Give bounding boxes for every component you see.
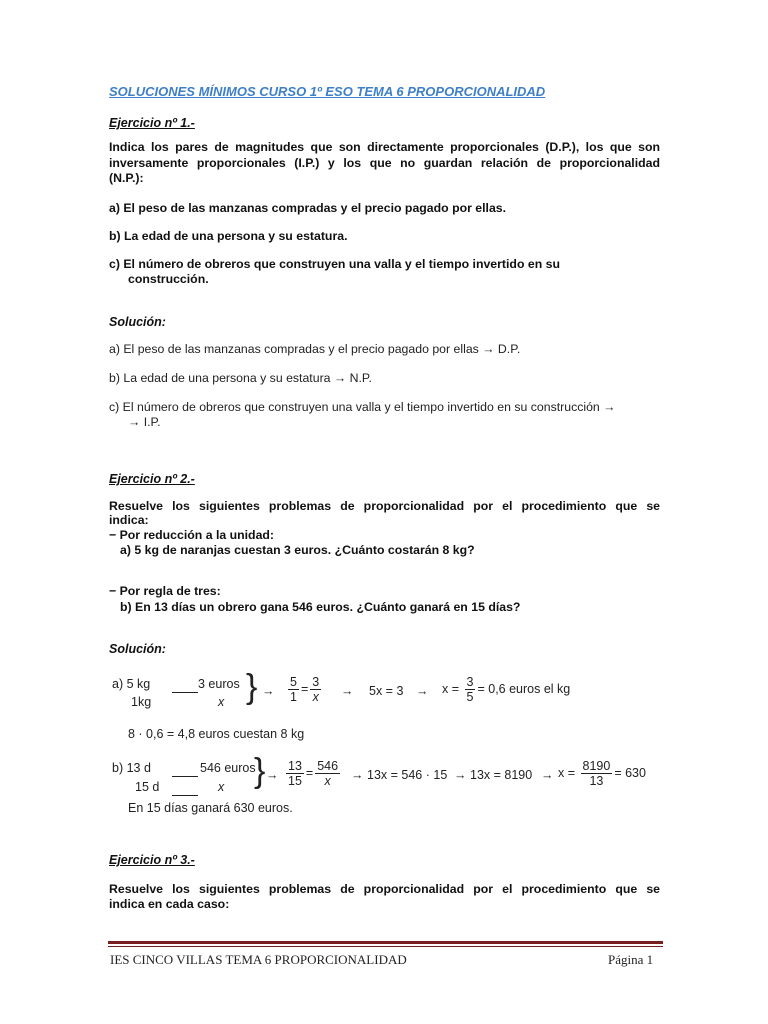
exercise-1-solution-label: Solución:: [109, 315, 166, 329]
exercise-3-heading: Ejercicio nº 3.-: [109, 853, 195, 867]
exercise-2-problem-a: a) 5 kg de naranjas cuestan 3 euros. ¿Cuánto costarán 8 kg?: [120, 543, 475, 557]
sol-b-proportion: [284, 759, 342, 788]
sol-b-row2-value: [218, 780, 224, 794]
sol-a-fraction-2-num: 3: [312, 675, 320, 689]
sol-a-row2-value: [218, 695, 224, 709]
exercise-1-statement-line-1: Indica los pares de magnitudes que son directamente proporcionales (D.P.), los que son: [109, 140, 660, 154]
sol-a-fraction-2: [310, 675, 321, 704]
sol-a-result-text: = 0,6 euros el kg: [477, 681, 571, 696]
sol-b-fraction-2-den-x: x: [324, 774, 331, 788]
sol-b-fraction-3-num: 8190: [582, 759, 611, 773]
sol-a-fraction-2-den: [311, 690, 321, 704]
exercise-3-statement-line-1: Resuelve los siguientes problemas de proporcionalidad por el procedimiento que se: [109, 882, 660, 896]
exercise-1-item-c-line-1: c) El número de obreros que construyen una valla y el tiempo invertido en su: [109, 257, 560, 271]
sol-b-row2-label: 15 d: [135, 780, 160, 794]
sol-b-arrow-1: →: [266, 768, 279, 782]
sol-b-arrow-2: →: [351, 768, 364, 782]
sol-b-fraction-2-num: 546: [317, 759, 339, 773]
exercise-1-solution-c-line-2: → I.P.: [128, 415, 161, 429]
sol-b-fraction-3: [581, 759, 613, 788]
exercise-1-item-c-line-2: construcción.: [128, 272, 209, 286]
sol-b-fraction-1-den: 15: [288, 774, 302, 788]
sol-b-fraction-2: [315, 759, 340, 788]
sol-a-row1-value: 3 euros: [198, 677, 240, 691]
sol-a-fraction-3-num: 3: [466, 675, 474, 689]
exercise-2-method-2: − Por regla de tres:: [109, 584, 221, 598]
sol-a-brace: }: [246, 668, 258, 706]
sol-b-result: [558, 759, 646, 788]
sol-b-arrow-3: →: [454, 768, 467, 782]
sol-b-step2: 13x = 546 · 15: [367, 768, 448, 782]
sol-a-fraction-3: [465, 675, 476, 704]
exercise-1-heading: Ejercicio nº 1.-: [109, 116, 195, 130]
sol-a-row1-label: a) 5 kg: [112, 677, 151, 691]
sol-a-arrow-3: →: [416, 684, 429, 698]
sol-b-row1-value: 546 euros: [200, 761, 256, 775]
document-title: SOLUCIONES MÍNIMOS CURSO 1º ESO TEMA 6 PROPORCIONALIDAD: [109, 84, 546, 99]
sol-a-fraction-1: [288, 675, 299, 704]
sol-a-result: [442, 675, 570, 704]
sol-a-proportion: [286, 675, 323, 704]
exercise-1-statement-line-3: (N.P.):: [109, 171, 144, 185]
sol-a-arrow-1: →: [262, 684, 275, 698]
exercise-2-statement-line-1: Resuelve los siguientes problemas de proporcionalidad por el procedimiento que se: [109, 499, 660, 513]
exercise-2-heading: Ejercicio nº 2.-: [109, 472, 195, 486]
sol-b-conclusion: En 15 días ganará 630 euros.: [128, 801, 293, 815]
sol-a-row2-label: 1kg: [131, 695, 152, 709]
exercise-1-statement-line-2: inversamente proporcionales (I.P.) y los que no guardan relación de proporcionalidad: [109, 156, 660, 170]
exercise-2-method-1: − Por reducción a la unidad:: [109, 528, 275, 542]
sol-b-fraction-1: [286, 759, 304, 788]
exercise-1-solution-a: a) El peso de las manzanas compradas y el precio pagado por ellas → D.P.: [109, 342, 521, 356]
exercise-3-statement-line-2: indica en cada caso:: [109, 897, 230, 911]
sol-b-result-text: = 630: [614, 765, 646, 780]
footer-rule-thick: [108, 941, 663, 944]
sol-b-brace: }: [254, 752, 266, 790]
sol-a-fraction-1-den: 1: [290, 690, 297, 704]
sol-b-row1-label: b) 13 d: [112, 761, 151, 775]
footer-left-text: IES CINCO VILLAS TEMA 6 PROPORCIONALIDAD: [110, 952, 407, 967]
sol-a-row2-value-x: x: [218, 695, 225, 709]
sol-b-fraction-2-den: [323, 774, 333, 788]
sol-b-step3: 13x = 8190: [470, 768, 533, 782]
exercise-1-solution-c-line-1: c) El número de obreros que construyen una valla y el tiempo invertido en su construcción →: [109, 400, 616, 414]
footer-rule-thin: [108, 946, 663, 947]
exercise-2-solution-label: Solución:: [109, 642, 166, 656]
sol-a-fraction-2-den-x: x: [312, 690, 319, 704]
sol-a-arrow-2: →: [341, 684, 354, 698]
sol-b-row2-value-x: x: [218, 780, 225, 794]
exercise-2-statement-line-2: indica:: [109, 513, 149, 527]
sol-b-fraction-3-den: 13: [589, 774, 604, 788]
sol-b-equals: =: [305, 765, 314, 780]
sol-a-fraction-3-den: 5: [466, 690, 474, 704]
sol-a-equals: =: [300, 681, 309, 696]
exercise-1-solution-b: b) La edad de una persona y su estatura → N.P.: [109, 371, 372, 385]
exercise-1-item-a: a) El peso de las manzanas compradas y el precio pagado por ellas.: [109, 201, 507, 215]
sol-a-fraction-1-num: 5: [290, 675, 297, 689]
sol-b-result-prefix: x =: [558, 765, 576, 780]
sol-b-arrow-4: →: [541, 768, 554, 782]
exercise-2-problem-b: b) En 13 días un obrero gana 546 euros. ¿Cuánto ganará en 15 días?: [120, 600, 521, 614]
exercise-1-item-b: b) La edad de una persona y su estatura.: [109, 229, 348, 243]
sol-b-fraction-1-num: 13: [288, 759, 302, 773]
sol-a-conclusion: 8 · 0,6 = 4,8 euros cuestan 8 kg: [128, 727, 305, 741]
sol-a-step2: 5x = 3: [369, 684, 404, 698]
sol-a-result-prefix: x =: [442, 681, 460, 696]
footer-page-number: Página 1: [608, 952, 654, 967]
